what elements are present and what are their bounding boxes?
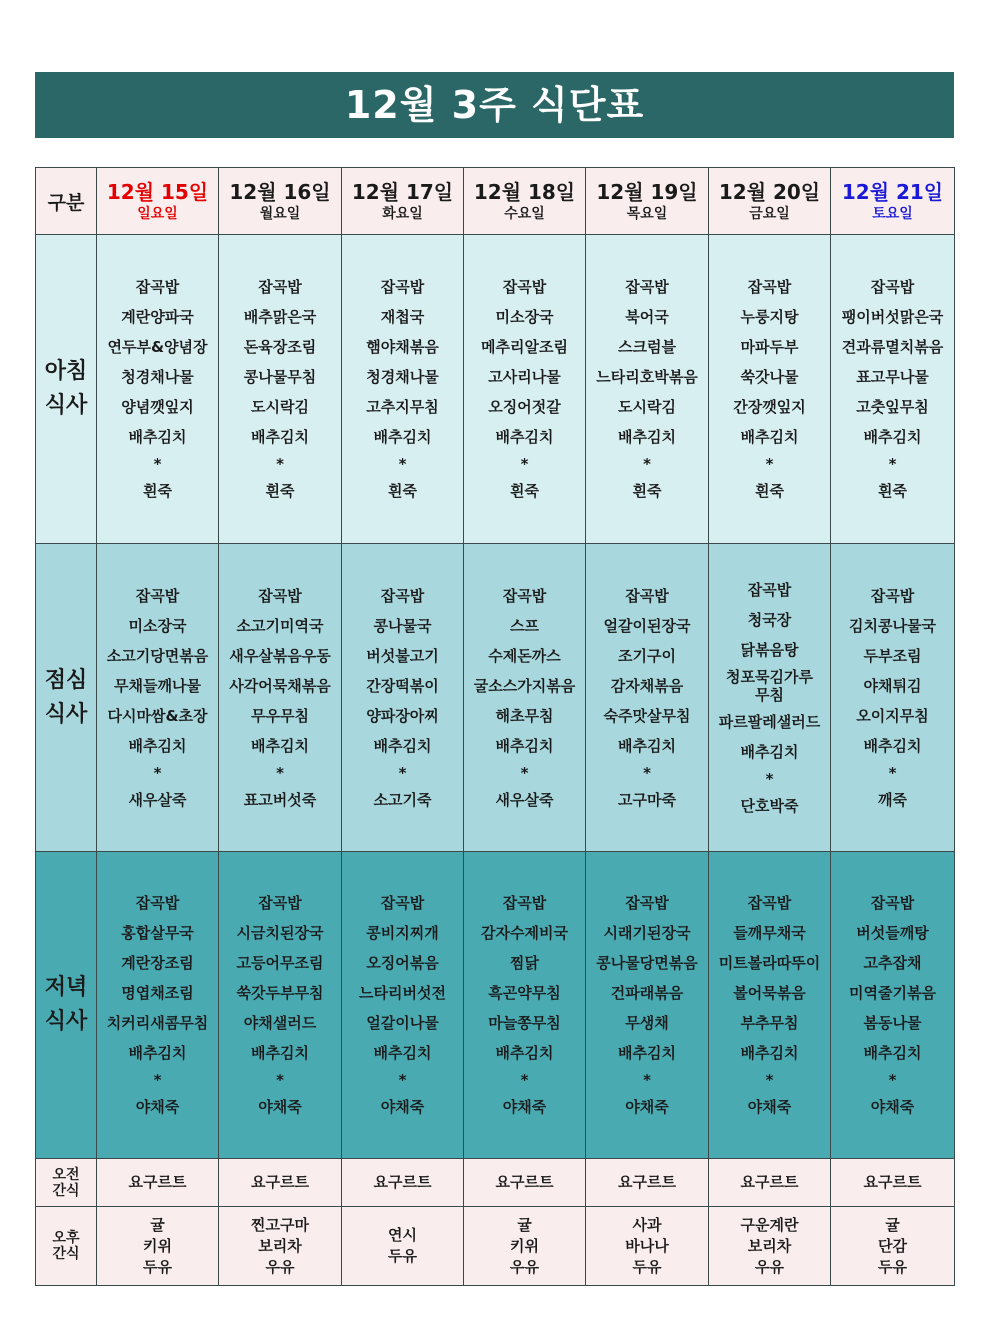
day-header [831, 168, 955, 235]
menu-item: 고춧잎무침 [856, 398, 929, 416]
menu-item: 잡곡밥 [258, 894, 302, 912]
day-header [464, 168, 586, 235]
menu-item: 미역줄기볶음 [849, 984, 936, 1002]
menu-item: 도시락김 [251, 398, 309, 416]
snack-item: 요구르트 [251, 1173, 309, 1191]
menu-item: 느타리호박볶음 [596, 368, 698, 386]
menu-item: 야채튀김 [863, 676, 922, 695]
menu-item: 야채샐러드 [243, 1014, 317, 1032]
day-date: 12월 17일 [351, 180, 454, 204]
separator-mark: * [520, 763, 529, 782]
menu-item-list [219, 272, 341, 506]
menu-item: 새우살죽 [128, 790, 187, 809]
menu-item: 돈육장조림 [243, 338, 317, 356]
menu-item-list [342, 581, 463, 815]
day-header [97, 168, 219, 235]
menu-item: 잡곡밥 [747, 278, 792, 296]
lunch-menu-cell [709, 544, 831, 852]
day-date: 12월 19일 [596, 180, 698, 204]
menu-item: 배추김치 [373, 428, 432, 446]
menu-item: 야채죽 [747, 1098, 792, 1116]
morning-snack-cell [97, 1159, 219, 1207]
dinner-menu-cell [219, 852, 342, 1159]
menu-item: 스프 [510, 616, 539, 635]
menu-item: 도시락김 [618, 398, 676, 416]
menu-item: 콩나물당면볶음 [596, 954, 698, 972]
menu-item: 쑥갓나물 [740, 368, 799, 386]
menu-item-list [586, 272, 708, 506]
menu-item: 흑곤약무침 [488, 984, 561, 1002]
menu-item: 감자채볶음 [610, 676, 684, 695]
afternoon-snack-cell [342, 1207, 464, 1286]
separator-mark: * [520, 455, 529, 473]
breakfast-menu-cell [831, 235, 955, 544]
afternoon-snack-cell [709, 1207, 831, 1286]
menu-item: 다시마쌈&초장 [107, 706, 208, 725]
day-weekday: 일요일 [137, 206, 178, 222]
snack-label-line: 오후 [52, 1230, 80, 1246]
meal-label-line: 식사 [44, 1009, 88, 1034]
menu-item: 간장깻잎지 [733, 398, 806, 416]
menu-item-list [219, 888, 341, 1122]
menu-item: 청포묵김가루무침 [726, 667, 813, 704]
menu-item: 배추김치 [618, 428, 676, 446]
menu-item: 흰죽 [632, 482, 662, 500]
lunch-menu-cell [219, 544, 342, 852]
menu-item: 연두부&양념장 [107, 338, 208, 356]
menu-item-list [464, 581, 585, 815]
menu-item: 표고무나물 [856, 368, 929, 386]
separator-mark: * [153, 1071, 162, 1089]
menu-item: 쑥갓두부무침 [236, 984, 324, 1002]
menu-item: 고등어무조림 [236, 954, 324, 972]
menu-item: 잡곡밥 [258, 278, 302, 296]
day-header [342, 168, 464, 235]
menu-item: 해초무침 [495, 706, 554, 725]
snack-label-line: 오전 [52, 1166, 80, 1183]
menu-item: 배추맑은국 [243, 308, 317, 326]
snack-item: 단감 [878, 1236, 907, 1255]
snack-item: 키위 [510, 1236, 539, 1255]
menu-item: 잡곡밥 [870, 278, 915, 296]
snack-item: 우유 [265, 1257, 295, 1276]
page-title: 12월 3주 식단표 [35, 72, 954, 138]
snack-item: 귤 [150, 1215, 165, 1234]
morning-snack-row [36, 1159, 955, 1207]
menu-item: 잡곡밥 [380, 586, 425, 605]
separator-mark: * [276, 763, 284, 782]
menu-item: 무생채 [625, 1014, 669, 1032]
lunch-menu-cell [342, 544, 464, 852]
menu-item: 청경채나물 [121, 368, 194, 386]
separator-mark: * [765, 455, 774, 473]
menu-item: 배추김치 [495, 736, 554, 755]
menu-item: 닭볶음탕 [740, 640, 799, 659]
day-header [219, 168, 342, 235]
menu-item: 계란양파국 [121, 308, 194, 326]
menu-item: 배추김치 [128, 1044, 187, 1062]
menu-item: 고사리나물 [488, 368, 561, 386]
menu-item: 배추김치 [863, 736, 922, 755]
morning-snack-cell [709, 1159, 831, 1207]
separator-mark: * [398, 455, 407, 473]
menu-item: 미트볼라따뚜이 [718, 954, 821, 972]
menu-item: 얼갈이된장국 [603, 616, 691, 635]
menu-item: 오징어젓갈 [488, 398, 561, 416]
snack-item: 두유 [878, 1257, 907, 1276]
breakfast-menu-cell [464, 235, 586, 544]
menu-item: 미소장국 [495, 308, 554, 326]
menu-item: 재첩국 [380, 308, 425, 326]
snack-item: 요구르트 [863, 1173, 922, 1191]
menu-item: 잡곡밥 [135, 894, 180, 912]
snack-item: 연시 [388, 1226, 417, 1244]
morning-snack-label [36, 1159, 97, 1207]
snack-item: 귤 [517, 1215, 532, 1234]
menu-item-list [464, 888, 585, 1122]
day-weekday: 목요일 [626, 206, 668, 222]
menu-item: 잡곡밥 [135, 586, 180, 605]
menu-item-list [464, 272, 585, 506]
lunch-menu-cell [97, 544, 219, 852]
menu-item: 잡곡밥 [502, 894, 547, 912]
menu-item: 소고기죽 [373, 790, 432, 809]
separator-mark: * [643, 455, 651, 473]
dinner-label [36, 852, 97, 1159]
menu-item: 소고기당면볶음 [106, 646, 209, 665]
menu-item: 부추무침 [740, 1014, 799, 1032]
menu-item: 새우살볶음우동 [229, 646, 331, 665]
menu-item: 고추잡채 [863, 954, 922, 972]
breakfast-row [36, 235, 955, 544]
menu-item: 단호박죽 [740, 796, 799, 815]
snack-item: 사과 [632, 1215, 662, 1234]
menu-item: 잡곡밥 [625, 586, 669, 605]
menu-item: 배추김치 [740, 742, 799, 761]
menu-item: 야채죽 [258, 1098, 302, 1116]
menu-item: 청국장 [747, 610, 792, 629]
afternoon-snack-row [36, 1207, 955, 1286]
menu-item: 고구마죽 [618, 790, 676, 809]
menu-item: 김치콩나물국 [849, 616, 936, 635]
snack-label-line: 간식 [52, 1182, 80, 1199]
dinner-menu-cell [97, 852, 219, 1159]
menu-item: 소고기미역국 [236, 616, 324, 635]
menu-item: 무우무침 [251, 706, 309, 725]
menu-item: 시금치된장국 [236, 924, 324, 942]
meal-label-line: 점심 [44, 667, 88, 693]
menu-item: 잡곡밥 [502, 586, 547, 605]
day-header [586, 168, 709, 235]
menu-item: 콩나물무침 [243, 368, 317, 386]
day-weekday: 월요일 [259, 206, 301, 222]
dinner-row [36, 852, 955, 1159]
meal-label-line: 식사 [44, 701, 88, 727]
snack-item: 두유 [632, 1257, 662, 1276]
menu-item-list [342, 888, 463, 1122]
menu-item: 배추김치 [740, 428, 799, 446]
snack-label-line: 간식 [52, 1246, 80, 1262]
day-weekday: 토요일 [872, 206, 913, 222]
menu-item: 견과류멸치볶음 [841, 338, 944, 356]
menu-item: 잡곡밥 [870, 894, 915, 912]
snack-item: 우유 [755, 1257, 784, 1276]
menu-item: 흰죽 [265, 482, 295, 500]
menu-item: 콩나물국 [373, 616, 432, 635]
day-date: 12월 15일 [106, 180, 209, 204]
snack-item: 찐고구마 [251, 1215, 309, 1234]
menu-item: 잡곡밥 [258, 586, 302, 605]
menu-item: 야채죽 [135, 1098, 180, 1116]
menu-item: 배추김치 [373, 736, 432, 755]
menu-item: 잡곡밥 [502, 278, 547, 296]
menu-item: 마파두부 [740, 338, 799, 356]
afternoon-snack-cell [831, 1207, 955, 1286]
menu-item: 햄야채볶음 [366, 338, 439, 356]
menu-item-list [831, 581, 954, 815]
menu-item: 굴소스가지볶음 [473, 676, 576, 695]
dinner-menu-cell [831, 852, 955, 1159]
lunch-menu-cell [586, 544, 709, 852]
menu-item: 얼갈이나물 [366, 1014, 439, 1032]
menu-item: 사각어묵채볶음 [229, 676, 331, 695]
separator-mark: * [276, 1071, 284, 1089]
menu-item: 배추김치 [251, 1044, 309, 1062]
menu-item: 배추김치 [128, 428, 187, 446]
menu-item: 파르팔레샐러드 [718, 712, 821, 731]
menu-item: 수제돈까스 [488, 646, 561, 665]
menu-item: 마늘쫑무침 [488, 1014, 561, 1032]
meal-label-line: 저녁 [44, 975, 88, 1000]
menu-item: 오이지무침 [856, 706, 929, 725]
dinner-menu-cell [709, 852, 831, 1159]
menu-item: 배추김치 [251, 736, 309, 755]
menu-item: 야채죽 [502, 1098, 547, 1116]
menu-item-list [97, 272, 218, 506]
snack-item: 우유 [510, 1257, 539, 1276]
breakfast-menu-cell [709, 235, 831, 544]
separator-mark: * [765, 769, 774, 788]
menu-item: 건파래볶음 [610, 984, 684, 1002]
menu-item: 미소장국 [128, 616, 187, 635]
menu-item: 홍합살무국 [121, 924, 194, 942]
menu-item: 고추지무침 [366, 398, 439, 416]
snack-item: 요구르트 [618, 1173, 676, 1191]
menu-item: 계란장조림 [121, 954, 194, 972]
afternoon-snack-cell [219, 1207, 342, 1286]
menu-item: 양파장아찌 [366, 706, 439, 725]
menu-item: 치커리새콤무침 [106, 1014, 209, 1032]
snack-item: 바나나 [625, 1236, 669, 1255]
menu-item: 누룽지탕 [740, 308, 799, 326]
dinner-menu-cell [342, 852, 464, 1159]
breakfast-label [36, 235, 97, 544]
menu-item: 명엽채조림 [121, 984, 194, 1002]
snack-item: 구운계란 [740, 1215, 799, 1234]
lunch-label [36, 544, 97, 852]
separator-mark: * [520, 1071, 529, 1089]
menu-item: 흰죽 [878, 482, 907, 500]
menu-item: 찜닭 [510, 954, 539, 972]
day-weekday: 화요일 [382, 206, 423, 222]
day-date: 12월 18일 [473, 180, 576, 204]
menu-item: 느타리버섯전 [359, 984, 446, 1002]
menu-item: 잡곡밥 [747, 894, 792, 912]
menu-item-list [342, 272, 463, 506]
menu-item: 숙주맛살무침 [603, 706, 691, 725]
header-row [36, 168, 955, 235]
menu-item-list [586, 581, 708, 815]
menu-item: 양념깻잎지 [121, 398, 194, 416]
menu-item: 들깨무채국 [733, 924, 806, 942]
menu-item: 배추김치 [618, 736, 676, 755]
menu-item: 배추김치 [495, 428, 554, 446]
lunch-menu-cell [464, 544, 586, 852]
afternoon-snack-cell [464, 1207, 586, 1286]
day-date: 12월 21일 [841, 180, 944, 204]
menu-item-list [586, 888, 708, 1122]
menu-item: 잡곡밥 [870, 586, 915, 605]
breakfast-menu-cell [342, 235, 464, 544]
menu-item-list [709, 272, 830, 506]
menu-item: 두부조림 [863, 646, 922, 665]
lunch-menu-cell [831, 544, 955, 852]
menu-item-list [709, 888, 830, 1122]
menu-item: 배추김치 [618, 1044, 676, 1062]
menu-item: 배추김치 [373, 1044, 432, 1062]
snack-item: 요구르트 [495, 1173, 554, 1191]
separator-mark: * [276, 455, 284, 473]
separator-mark: * [765, 1071, 774, 1089]
menu-item: 배추김치 [128, 736, 187, 755]
menu-item: 표고버섯죽 [243, 790, 317, 809]
menu-item: 팽이버섯맑은국 [841, 308, 944, 326]
snack-item: 키위 [143, 1236, 172, 1255]
menu-item: 볼어묵볶음 [733, 984, 806, 1002]
menu-item: 감자수제비국 [481, 924, 568, 942]
dinner-menu-cell [464, 852, 586, 1159]
day-weekday: 금요일 [749, 206, 790, 222]
separator-mark: * [643, 1071, 651, 1089]
snack-item: 두유 [388, 1247, 417, 1265]
menu-item: 잡곡밥 [625, 894, 669, 912]
menu-item-list [709, 575, 830, 821]
separator-mark: * [398, 1071, 407, 1089]
menu-item: 잡곡밥 [747, 580, 792, 599]
menu-item: 잡곡밥 [380, 894, 425, 912]
menu-item-list [831, 272, 954, 506]
snack-item: 두유 [143, 1257, 172, 1276]
menu-item: 잡곡밥 [135, 278, 180, 296]
menu-item: 잡곡밥 [380, 278, 425, 296]
menu-item: 오징어볶음 [366, 954, 439, 972]
menu-item-list [831, 888, 954, 1122]
day-weekday: 수요일 [504, 206, 545, 222]
menu-item: 흰죽 [388, 482, 417, 500]
menu-item: 메추리알조림 [481, 338, 568, 356]
menu-item: 흰죽 [755, 482, 784, 500]
menu-item: 야채죽 [870, 1098, 915, 1116]
morning-snack-cell [586, 1159, 709, 1207]
snack-item: 보리차 [747, 1236, 792, 1255]
morning-snack-cell [342, 1159, 464, 1207]
menu-item: 야채죽 [625, 1098, 669, 1116]
meal-label-line: 식사 [44, 393, 88, 418]
menu-item: 배추김치 [251, 428, 309, 446]
snack-item: 보리차 [258, 1236, 302, 1255]
separator-mark: * [888, 763, 897, 782]
separator-mark: * [888, 455, 897, 473]
menu-item: 흰죽 [143, 482, 172, 500]
menu-item: 조기구이 [618, 646, 676, 665]
snack-item: 요구르트 [128, 1173, 187, 1191]
afternoon-snack-label [36, 1207, 97, 1286]
afternoon-snack-cell [97, 1207, 219, 1286]
menu-item: 흰죽 [510, 482, 539, 500]
day-header [709, 168, 831, 235]
breakfast-menu-cell [97, 235, 219, 544]
morning-snack-cell [464, 1159, 586, 1207]
separator-mark: * [888, 1071, 897, 1089]
menu-item: 야채죽 [380, 1098, 425, 1116]
menu-item: 배추김치 [863, 1044, 922, 1062]
meal-plan-table [35, 167, 955, 1286]
menu-item: 깨죽 [878, 790, 907, 809]
dinner-menu-cell [586, 852, 709, 1159]
separator-mark: * [643, 763, 651, 782]
day-date: 12월 20일 [718, 180, 821, 204]
menu-item: 배추김치 [863, 428, 922, 446]
menu-item: 북어국 [625, 308, 669, 326]
menu-item: 배추김치 [740, 1044, 799, 1062]
menu-item: 배추김치 [495, 1044, 554, 1062]
menu-item-list [219, 581, 341, 815]
snack-item: 요구르트 [740, 1173, 799, 1191]
menu-item: 버섯들깨탕 [856, 924, 929, 942]
breakfast-menu-cell [219, 235, 342, 544]
menu-item-list [97, 581, 218, 815]
breakfast-menu-cell [586, 235, 709, 544]
menu-item: 콩비지찌개 [366, 924, 439, 942]
snack-item: 요구르트 [373, 1173, 432, 1191]
meal-label-line: 아침 [44, 359, 88, 384]
menu-item: 스크럼블 [618, 338, 676, 356]
menu-item: 청경채나물 [366, 368, 439, 386]
afternoon-snack-cell [586, 1207, 709, 1286]
menu-item-list [97, 888, 218, 1122]
morning-snack-cell [219, 1159, 342, 1207]
day-date: 12월 16일 [229, 180, 331, 204]
menu-item: 봄동나물 [863, 1014, 922, 1032]
separator-mark: * [153, 763, 162, 782]
menu-item: 버섯불고기 [366, 646, 439, 665]
menu-item: 시래기된장국 [603, 924, 691, 942]
separator-mark: * [398, 763, 407, 782]
menu-item: 간장떡볶이 [366, 676, 439, 695]
snack-item: 귤 [885, 1215, 900, 1234]
menu-item: 잡곡밥 [625, 278, 669, 296]
menu-item: 무채들깨나물 [114, 676, 201, 695]
separator-mark: * [153, 455, 162, 473]
category-header: 구분 [36, 168, 97, 235]
morning-snack-cell [831, 1159, 955, 1207]
menu-item: 새우살죽 [495, 790, 554, 809]
lunch-row [36, 544, 955, 852]
